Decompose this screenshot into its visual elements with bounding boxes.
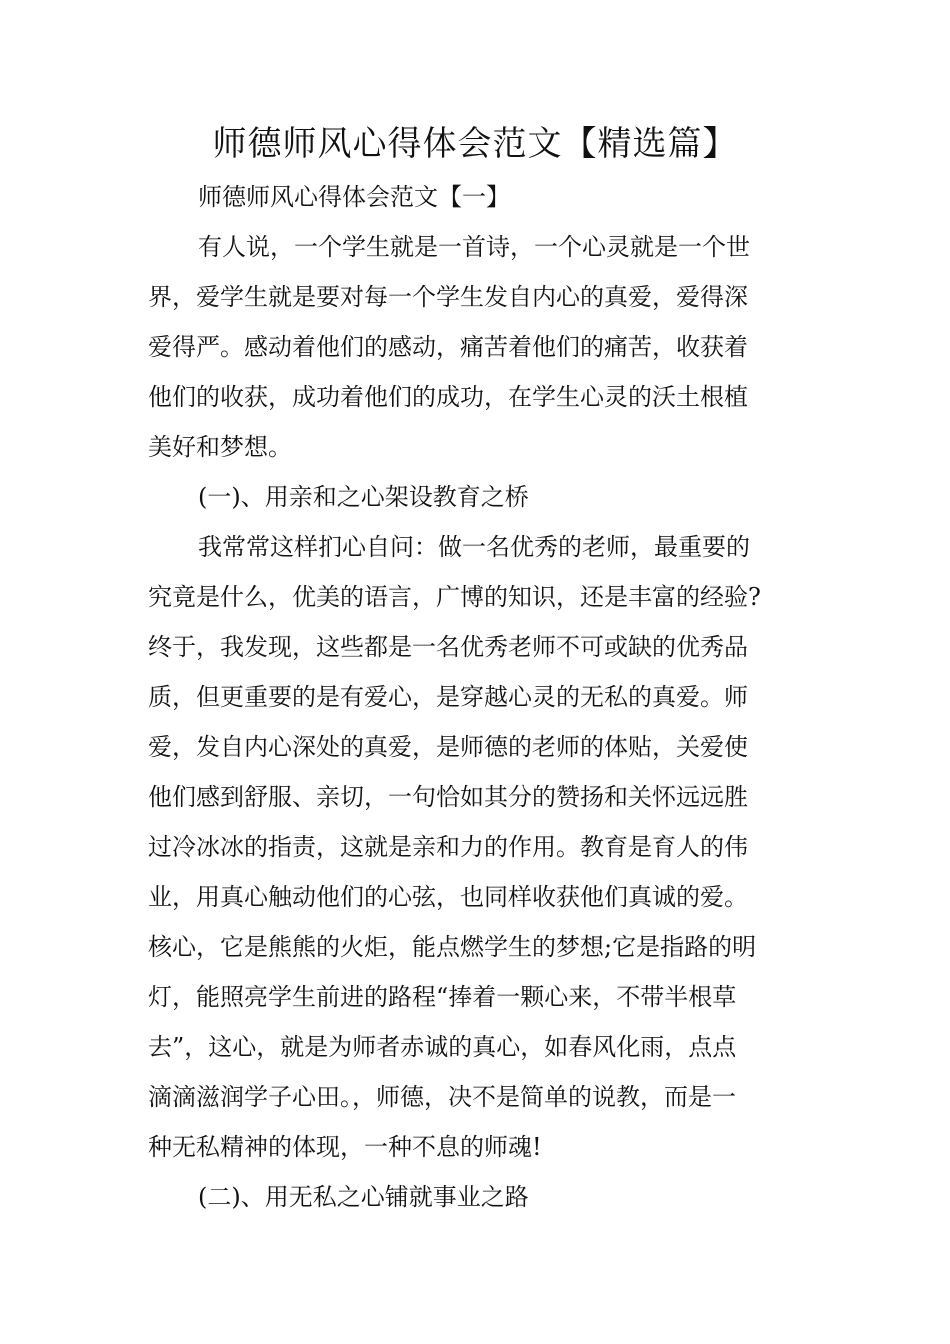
paragraph-line: 爱得严。感动着他们的感动，痛苦着他们的痛苦，收获着	[148, 333, 748, 361]
paragraph-line: 过冷冰冰的指责，这就是亲和力的作用。教育是育人的伟	[148, 833, 748, 861]
paragraph-line: 有人说，一个学生就是一首诗，一个心灵就是一个世	[198, 233, 750, 261]
paragraph-line: 灯，能照亮学生前进的路程“捧着一颗心来，不带半根草	[148, 983, 737, 1011]
paragraph-line: 终于，我发现，这些都是一名优秀老师不可或缺的优秀品	[148, 633, 748, 661]
document-body	[148, 172, 808, 1222]
paragraph-line: 他们的收获，成功着他们的成功，在学生心灵的沃土根植	[148, 383, 748, 411]
subsection-heading: (二)、用无私之心铺就事业之路	[198, 1183, 529, 1211]
paragraph-line: 界，爱学生就是要对每一个学生发自内心的真爱，爱得深	[148, 283, 748, 311]
paragraph-line: 质，但更重要的是有爱心，是穿越心灵的无私的真爱。师	[148, 683, 748, 711]
paragraph-line: 我常常这样扪心自问：做一名优秀的老师，最重要的	[198, 533, 750, 561]
paragraph-line: 爱，发自内心深处的真爱，是师德的老师的体贴，关爱使	[148, 733, 748, 761]
paragraph-line: 种无私精神的体现，一种不息的师魂!	[148, 1133, 542, 1161]
paragraph-line: 核心，它是熊熊的火炬，能点燃学生的梦想;它是指路的明	[148, 933, 757, 961]
paragraph-line: 滴滴滋润学子心田。，师德，决不是简单的说教，而是一	[148, 1083, 736, 1111]
paragraph-line: 业，用真心触动他们的心弦，也同样收获他们真诚的爱。	[148, 883, 748, 911]
paragraph-line: 去”，这心，就是为师者赤诚的真心，如春风化雨，点点	[148, 1033, 737, 1061]
paragraph-line: 美好和梦想。	[148, 433, 292, 461]
paragraph-line: 究竟是什么，优美的语言，广博的知识，还是丰富的经验?	[148, 583, 761, 611]
document-title: 师德师风心得体会范文【精选篇】	[212, 124, 738, 164]
subsection-heading: (一)、用亲和之心架设教育之桥	[198, 483, 529, 511]
paragraph-line: 他们感到舒服、亲切，一句恰如其分的赞扬和关怀远远胜	[148, 783, 748, 811]
section-heading: 师德师风心得体会范文【一】	[198, 183, 510, 211]
